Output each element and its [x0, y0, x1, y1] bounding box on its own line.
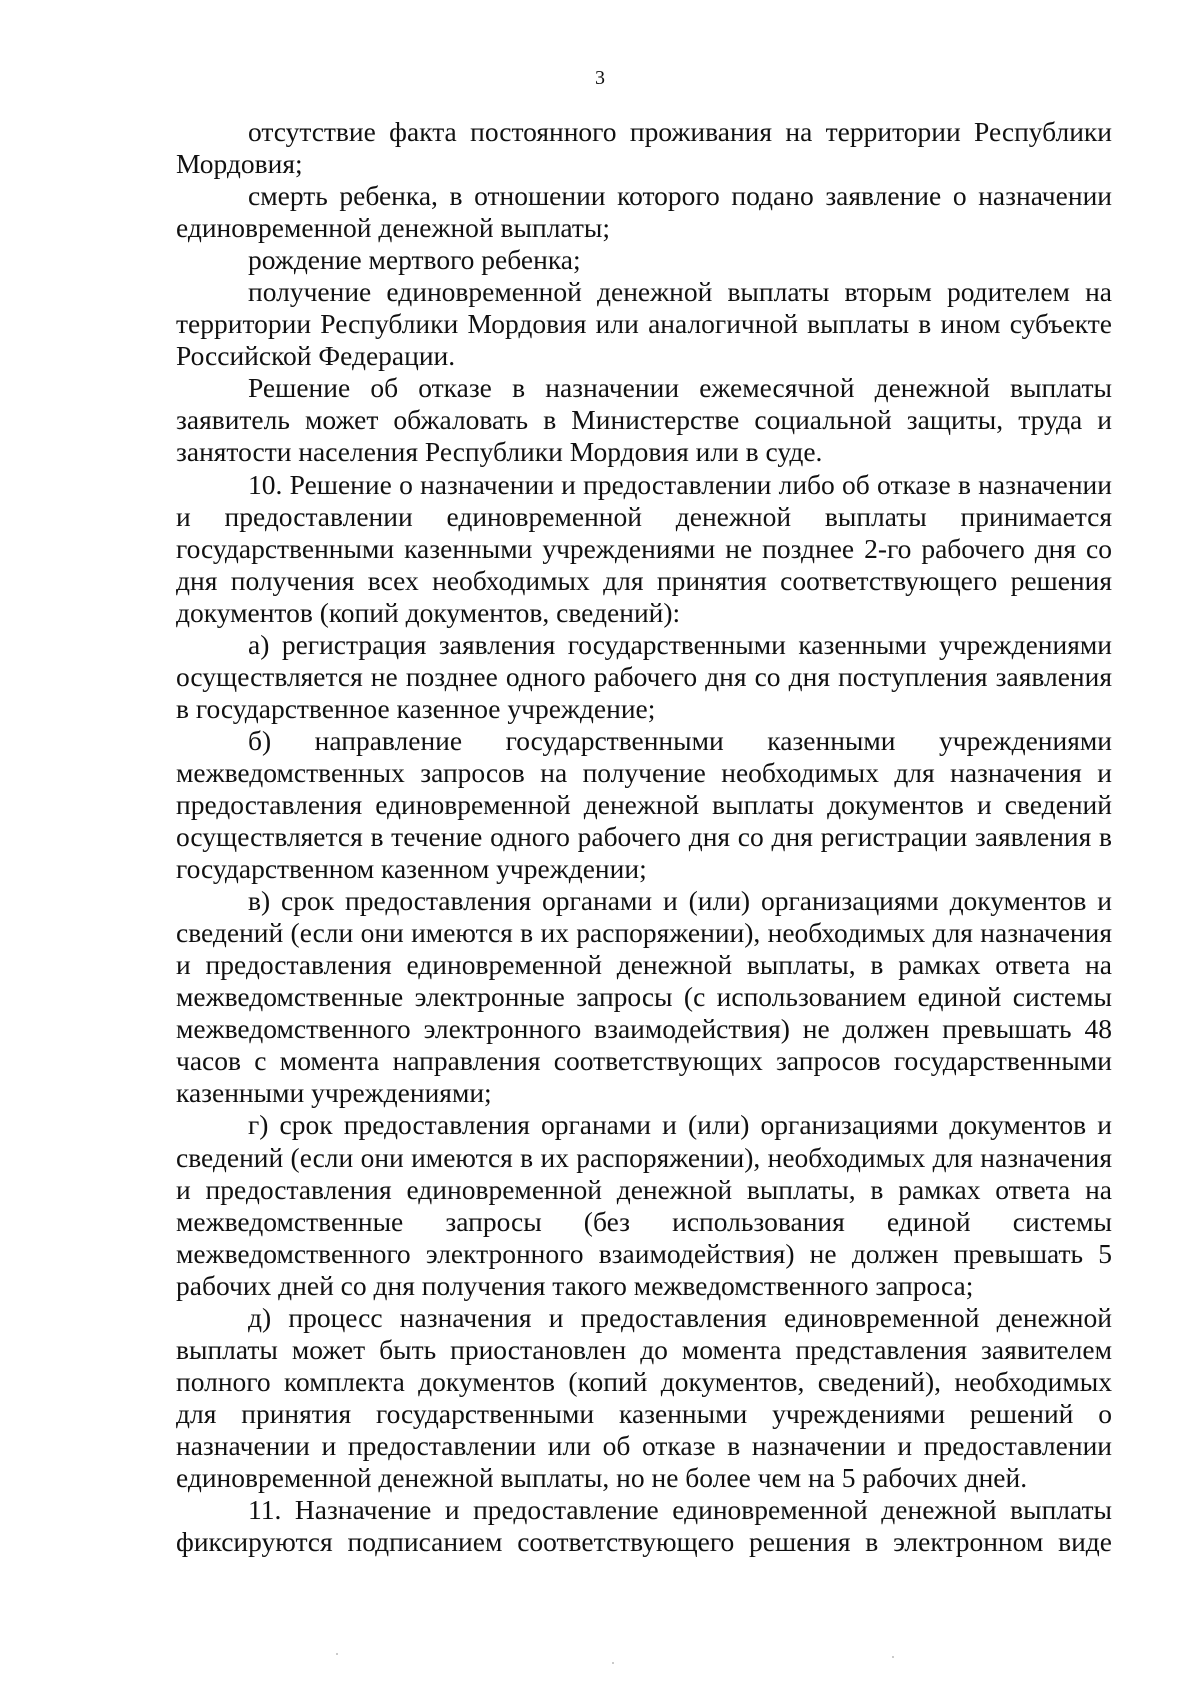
paragraph-appeal-refusal: Решение об отказе в назначении ежемесячной денежной выплаты заявитель может обжаловать в Министерстве социальной защиты, труда и занятости населения Республики Мордовия или в суде.	[176, 372, 1112, 468]
paragraph-clause-10-b: б) направление государственными казенными учреждениями межведомственных запросов на получение необходимых для назначения и предоставления единовременной денежной выплаты документов и сведений осуществляется в течение одного рабочего дня со дня регистрации заявления в государственном казенном учреждении;	[176, 724, 1112, 885]
paragraph-stillbirth: рождение мертвого ребенка;	[248, 244, 581, 276]
scan-speck	[612, 1662, 614, 1664]
paragraph-clause-10-v: в) срок предоставления органами и (или) организациями документов и сведений (если они имеются в их распоряжении), необходимых для назначения и предоставления единовременной денежной выплаты, в рамках ответа на межведомственные электронные запросы (с использованием единой системы межведомственного электронного взаимодействия) не должен превышать 48 часов с момента направления соответствующих запросов государственными казенными учреждениями;	[176, 885, 1112, 1109]
page-number: 3	[595, 67, 605, 89]
paragraph-residence-absence: отсутствие факта постоянного проживания на территории Республики Мордовия;	[176, 116, 1112, 180]
paragraph-clause-10-a: а) регистрация заявления государственными казенными учреждениями осуществляется не позднее одного рабочего дня со дня поступления заявления в государственное казенное учреждение;	[176, 628, 1112, 724]
paragraph-clause-10: 10. Решение о назначении и предоставлении либо об отказе в назначении и предоставлении единовременной денежной выплаты принимается государственными казенными учреждениями не позднее 2-го рабочего дня со дня получения всех необходимых для принятия соответствующего решения документов (копий документов, сведений):	[176, 468, 1112, 628]
document-body	[176, 116, 1112, 1558]
scan-speck	[336, 1653, 338, 1655]
scan-speck	[892, 1656, 894, 1658]
paragraph-second-parent-payment: получение единовременной денежной выплаты вторым родителем на территории Республики Мордовия или аналогичной выплаты в ином субъекте Российской Федерации.	[176, 276, 1112, 372]
paragraph-child-death: смерть ребенка, в отношении которого подано заявление о назначении единовременной денежной выплаты;	[176, 180, 1112, 244]
paragraph-clause-11: 11. Назначение и предоставление единовременной денежной выплаты фиксируются подписанием соответствующего решения в электронном виде	[176, 1494, 1112, 1558]
paragraph-clause-10-d: д) процесс назначения и предоставления единовременной денежной выплаты может быть приостановлен до момента представления заявителем полного комплекта документов (копий документов, сведений), необходимых для принятия государственными казенными учреждениями решений о назначении и предоставлении или об отказе в назначении и предоставлении единовременной денежной выплаты, но не более чем на 5 рабочих дней.	[176, 1301, 1112, 1493]
paragraph-clause-10-g: г) срок предоставления органами и (или) организациями документов и сведений (если они имеются в их распоряжении), необходимых для назначения и предоставления единовременной денежной выплаты, в рамках ответа на межведомственные запросы (без использования единой системы межведомственного электронного взаимодействия) не должен превышать 5 рабочих дней со дня получения такого межведомственного запроса;	[176, 1109, 1112, 1301]
